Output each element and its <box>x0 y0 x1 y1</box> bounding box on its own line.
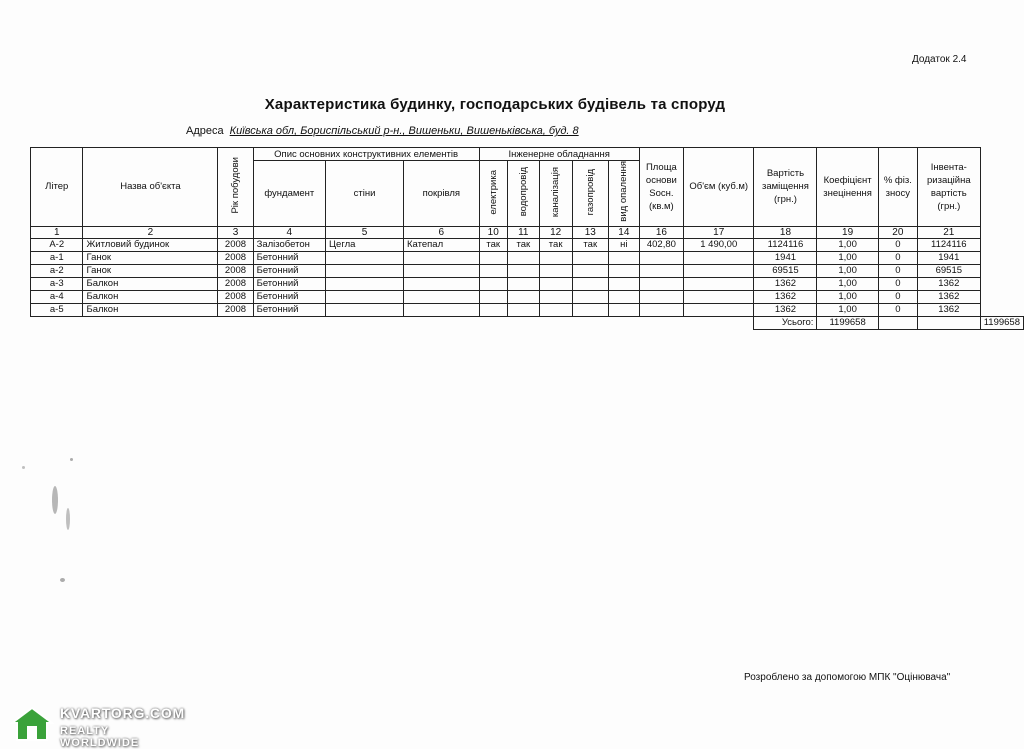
cell-foundation: Бетонний <box>253 264 325 277</box>
cell-replacement: 1362 <box>754 290 817 303</box>
cell-inventory: 1941 <box>917 251 980 264</box>
cell-replacement: 1362 <box>754 277 817 290</box>
cell-walls <box>326 277 404 290</box>
col-num: 21 <box>917 226 980 238</box>
cell-walls <box>326 264 404 277</box>
cell-gas: так <box>572 238 608 251</box>
cell-year: 2008 <box>218 277 253 290</box>
col-num: 2 <box>83 226 218 238</box>
cell-volume <box>684 264 754 277</box>
cell-gas <box>572 251 608 264</box>
address-value: Київська обл, Бориспільський р-н., Вишеньки, Вишеньківська, буд. 8 <box>229 125 579 137</box>
cell-heating <box>608 277 639 290</box>
cell-water <box>507 277 539 290</box>
cell-area <box>639 277 683 290</box>
table-row <box>31 303 1024 316</box>
cell-volume: 1 490,00 <box>684 238 754 251</box>
scan-speck <box>22 466 25 469</box>
cell-gas <box>572 264 608 277</box>
cell-wear: 0 <box>878 277 917 290</box>
cell-electric <box>479 251 507 264</box>
cell-volume <box>684 303 754 316</box>
cell-inventory: 1362 <box>917 277 980 290</box>
address-label: Адреса <box>186 125 224 137</box>
cell-heating <box>608 303 639 316</box>
col-num: 10 <box>479 226 507 238</box>
col-num: 19 <box>817 226 878 238</box>
document-title: Характеристика будинку, господарських будівель та споруд <box>264 96 726 113</box>
cell-coef: 1,00 <box>817 303 878 316</box>
cell-heating <box>608 264 639 277</box>
table-row <box>31 264 1024 277</box>
cell-walls <box>326 303 404 316</box>
cell-water <box>507 264 539 277</box>
header-engineering-group: Інженерне обладнання <box>479 148 639 161</box>
cell-area <box>639 251 683 264</box>
cell-gas <box>572 290 608 303</box>
scan-speck <box>66 508 70 530</box>
cell-liter: а-2 <box>31 264 83 277</box>
cell-coef: 1,00 <box>817 277 878 290</box>
table-row <box>31 251 1024 264</box>
total-label: Усього: <box>754 316 817 329</box>
cell-inventory: 1362 <box>917 290 980 303</box>
scan-speck <box>60 578 65 582</box>
cell-wear: 0 <box>878 303 917 316</box>
cell-wear: 0 <box>878 264 917 277</box>
cell-replacement: 1941 <box>754 251 817 264</box>
scan-speck <box>70 458 73 461</box>
cell-foundation: Залізобетон <box>253 238 325 251</box>
site-watermark <box>6 703 186 749</box>
table-row <box>31 238 1024 251</box>
header-name: Назва об'єкта <box>83 148 218 227</box>
cell-water <box>507 290 539 303</box>
cell-liter: а-5 <box>31 303 83 316</box>
total-row <box>31 316 1024 329</box>
cell-name: Ганок <box>83 251 218 264</box>
cell-gas <box>572 303 608 316</box>
cell-roof <box>404 290 480 303</box>
cell-foundation: Бетонний <box>253 251 325 264</box>
cell-electric: так <box>479 238 507 251</box>
col-num: 13 <box>572 226 608 238</box>
cell-electric <box>479 277 507 290</box>
cell-replacement: 69515 <box>754 264 817 277</box>
col-num: 5 <box>326 226 404 238</box>
table-row <box>31 277 1024 290</box>
cell-year: 2008 <box>218 238 253 251</box>
header-walls: стіни <box>326 161 404 227</box>
cell-coef: 1,00 <box>817 238 878 251</box>
address-line <box>186 125 579 137</box>
cell-walls <box>326 251 404 264</box>
cell-heating <box>608 251 639 264</box>
cell-inventory: 1124116 <box>917 238 980 251</box>
cell-inventory: 69515 <box>917 264 980 277</box>
cell-electric <box>479 290 507 303</box>
cell-walls: Цегла <box>326 238 404 251</box>
cell-sewer <box>539 264 572 277</box>
col-num: 16 <box>639 226 683 238</box>
cell-roof <box>404 303 480 316</box>
cell-water <box>507 251 539 264</box>
cell-coef: 1,00 <box>817 251 878 264</box>
header-sewer: каналізація <box>539 161 572 227</box>
cell-area: 402,80 <box>639 238 683 251</box>
cell-volume <box>684 290 754 303</box>
header-wear: % фіз. зносу <box>878 148 917 227</box>
header-liter: Літер <box>31 148 83 227</box>
cell-heating: ні <box>608 238 639 251</box>
table-row <box>31 290 1024 303</box>
cell-water: так <box>507 238 539 251</box>
cell-gas <box>572 277 608 290</box>
cell-name: Ганок <box>83 264 218 277</box>
cell-electric <box>479 264 507 277</box>
header-inventory-cost: Інвента- ризаційна вартість (грн.) <box>917 148 980 227</box>
cell-foundation: Бетонний <box>253 290 325 303</box>
cell-liter: а-3 <box>31 277 83 290</box>
cell-electric <box>479 303 507 316</box>
cell-coef: 1,00 <box>817 290 878 303</box>
cell-year: 2008 <box>218 303 253 316</box>
cell-sewer: так <box>539 238 572 251</box>
total-inventory: 1199658 <box>980 316 1023 329</box>
watermark-tagline: REALTY WORLDWIDE <box>60 725 140 749</box>
cell-sewer <box>539 277 572 290</box>
header-foundation: фундамент <box>253 161 325 227</box>
cell-name: Балкон <box>83 290 218 303</box>
cell-inventory: 1362 <box>917 303 980 316</box>
cell-volume <box>684 277 754 290</box>
cell-year: 2008 <box>218 264 253 277</box>
header-electric: електрика <box>479 161 507 227</box>
cell-foundation: Бетонний <box>253 303 325 316</box>
header-heating: вид опалення <box>608 161 639 227</box>
header-year: Рік побудови <box>218 148 253 227</box>
table-body <box>31 238 1024 316</box>
col-num: 14 <box>608 226 639 238</box>
cell-roof <box>404 277 480 290</box>
cell-name: Балкон <box>83 303 218 316</box>
col-num: 17 <box>684 226 754 238</box>
header-volume: Об'єм (куб.м) <box>684 148 754 227</box>
header-structure-group: Опис основних конструктивних елементів <box>253 148 479 161</box>
cell-water <box>507 303 539 316</box>
cell-sewer <box>539 303 572 316</box>
cell-area <box>639 290 683 303</box>
header-area: Площа основи Sосн. (кв.м) <box>639 148 683 227</box>
cell-name: Балкон <box>83 277 218 290</box>
cell-area <box>639 264 683 277</box>
footer-note: Розроблено за допомогою МПК "Оцінювача" <box>744 672 951 683</box>
characteristics-table <box>30 147 1024 330</box>
header-gas: газопровід <box>572 161 608 227</box>
col-num: 3 <box>218 226 253 238</box>
total-replacement: 1199658 <box>817 316 878 329</box>
col-num: 18 <box>754 226 817 238</box>
header-replacement-cost: Вартість заміщення (грн.) <box>754 148 817 227</box>
cell-year: 2008 <box>218 251 253 264</box>
header-water: водопровід <box>507 161 539 227</box>
cell-year: 2008 <box>218 290 253 303</box>
cell-liter: а-1 <box>31 251 83 264</box>
cell-replacement: 1362 <box>754 303 817 316</box>
cell-liter: а-4 <box>31 290 83 303</box>
cell-heating <box>608 290 639 303</box>
header-depreciation-coef: Коефіцієнт знецінення <box>817 148 878 227</box>
cell-wear: 0 <box>878 251 917 264</box>
cell-foundation: Бетонний <box>253 277 325 290</box>
watermark-site-name: KVARTORG.COM <box>60 705 185 721</box>
cell-sewer <box>539 251 572 264</box>
scan-speck <box>52 486 58 514</box>
cell-roof: Катепал <box>404 238 480 251</box>
col-num: 4 <box>253 226 325 238</box>
col-num: 11 <box>507 226 539 238</box>
col-num: 20 <box>878 226 917 238</box>
cell-coef: 1,00 <box>817 264 878 277</box>
header-row-1 <box>31 148 1024 161</box>
cell-area <box>639 303 683 316</box>
cell-wear: 0 <box>878 238 917 251</box>
cell-wear: 0 <box>878 290 917 303</box>
col-num: 1 <box>31 226 83 238</box>
cell-roof <box>404 264 480 277</box>
col-num: 12 <box>539 226 572 238</box>
cell-volume <box>684 251 754 264</box>
col-num: 6 <box>404 226 480 238</box>
cell-liter: А-2 <box>31 238 83 251</box>
column-numbers-row <box>31 226 1024 238</box>
appendix-label: Додаток 2.4 <box>912 54 967 65</box>
cell-walls <box>326 290 404 303</box>
cell-sewer <box>539 290 572 303</box>
house-logo-icon <box>10 706 54 742</box>
header-roof: покрівля <box>404 161 480 227</box>
cell-roof <box>404 251 480 264</box>
cell-name: Житловий будинок <box>83 238 218 251</box>
cell-replacement: 1124116 <box>754 238 817 251</box>
